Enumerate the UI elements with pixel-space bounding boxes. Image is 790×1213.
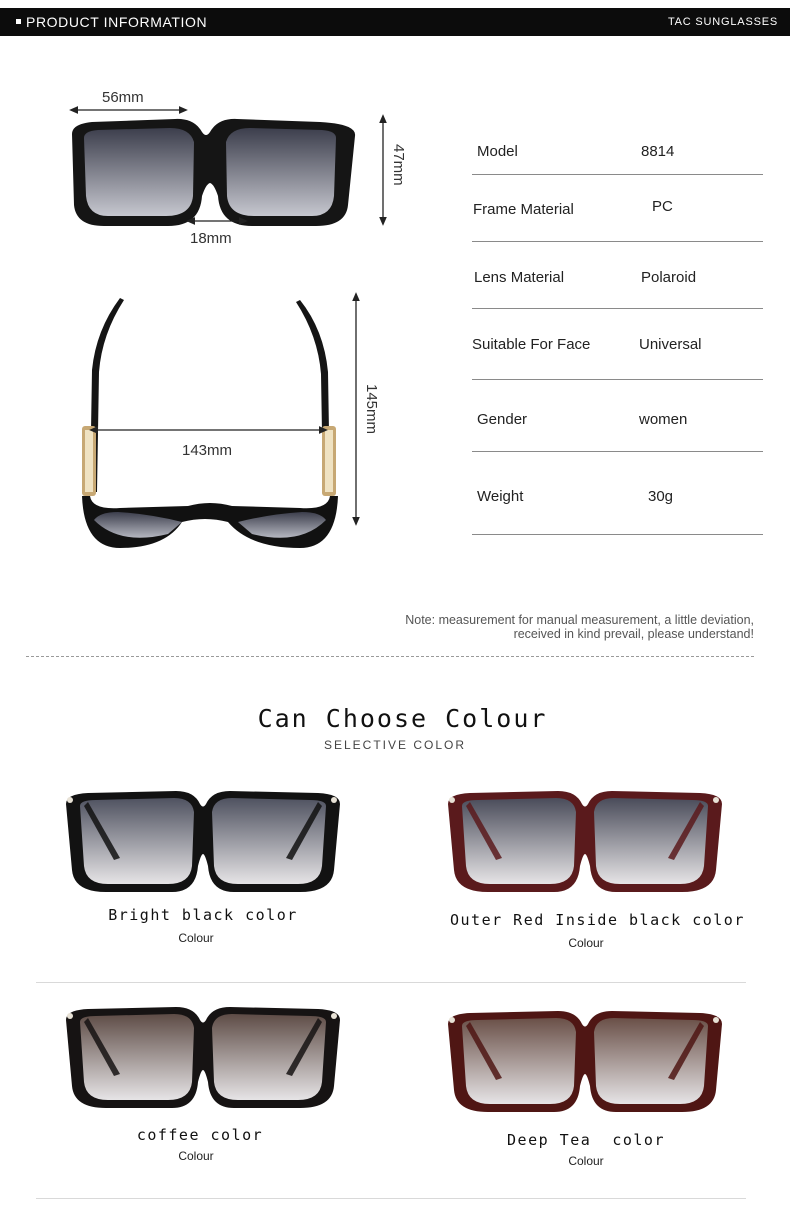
note-line-1: Note: measurement for manual measurement, a little deviation, — [405, 613, 754, 627]
colour-option-name-3: coffee color — [136, 1126, 264, 1144]
left-lens — [80, 798, 194, 884]
dashed-divider — [26, 656, 754, 657]
header-title: PRODUCT INFORMATION — [26, 14, 208, 30]
spec-label-lens-material: Lens Material — [474, 269, 565, 286]
header-bar — [0, 8, 790, 36]
colour-section-subtitle: SELECTIVE COLOR — [323, 738, 467, 752]
colour-option-name-2: Outer Red Inside black color — [450, 911, 745, 929]
left-hinge-pearl — [449, 797, 455, 803]
colour-option-name-4: Deep Tea color — [507, 1131, 665, 1149]
spec-value-model: 8814 — [641, 143, 675, 160]
spec-row-frame-material — [472, 241, 763, 242]
right-hinge-pearl — [331, 1013, 337, 1019]
front-view-diagram — [60, 100, 420, 250]
right-lens — [212, 1014, 326, 1100]
right-hinge-pearl — [713, 797, 719, 803]
section-title — [16, 14, 207, 30]
colour-option-sub-4: Colour — [568, 1154, 604, 1168]
right-lens — [226, 128, 336, 216]
spec-value-frame-material: PC — [652, 198, 673, 215]
frame-width-label: 143mm — [182, 442, 233, 459]
colour-option-sub-2: Colour — [568, 936, 604, 950]
right-hinge-pearl — [713, 1017, 719, 1023]
spec-row-gender — [472, 451, 763, 452]
top-view-diagram — [70, 290, 380, 560]
colour-option-glasses-bright-black — [58, 788, 348, 898]
right-lens — [594, 798, 708, 884]
spec-row-face — [472, 379, 763, 380]
colour-option-name-1: Bright black color — [108, 906, 298, 924]
spec-value-face: Universal — [639, 336, 702, 353]
temple-length-label: 145mm — [363, 384, 380, 435]
spec-label-gender: Gender — [477, 411, 528, 428]
left-hinge-pearl — [67, 797, 73, 803]
spec-row-model — [472, 174, 763, 175]
colour-row-separator — [36, 982, 746, 983]
left-lens — [80, 1014, 194, 1100]
left-lens — [84, 128, 194, 216]
colour-section-title: Can Choose Colour — [257, 704, 548, 733]
left-lens — [462, 1018, 576, 1104]
bottom-separator — [36, 1198, 746, 1199]
left-hinge-pearl — [449, 1017, 455, 1023]
spec-value-lens-material: Polaroid — [641, 269, 697, 286]
right-hinge-pearl — [331, 797, 337, 803]
right-lens — [212, 798, 326, 884]
spec-label-weight: Weight — [477, 488, 524, 505]
right-lens — [594, 1018, 708, 1104]
colour-option-sub-3: Colour — [178, 1149, 214, 1163]
spec-label-frame-material: Frame Material — [473, 201, 574, 218]
lens-width-label: 56mm — [102, 89, 144, 106]
spec-value-gender: women — [639, 411, 688, 428]
spec-row-weight — [472, 534, 763, 535]
colour-option-glasses-outer-red — [440, 788, 730, 898]
spec-row-lens-material — [472, 308, 763, 309]
colour-option-glasses-coffee — [58, 1004, 348, 1114]
left-hinge-pearl — [67, 1013, 73, 1019]
measurement-note — [405, 613, 754, 641]
lens-height-label: 47mm — [390, 144, 407, 186]
bridge-width-label: 18mm — [190, 230, 232, 247]
brand-label: TAC SUNGLASSES — [667, 16, 778, 28]
spec-label-model: Model — [477, 143, 518, 160]
colour-option-glasses-deep-tea — [440, 1008, 730, 1118]
note-line-2: received in kind prevail, please understand! — [513, 627, 754, 641]
colour-option-sub-1: Colour — [178, 931, 214, 945]
spec-value-weight: 30g — [648, 488, 674, 505]
left-lens — [462, 798, 576, 884]
spec-label-face: Suitable For Face — [472, 336, 591, 353]
